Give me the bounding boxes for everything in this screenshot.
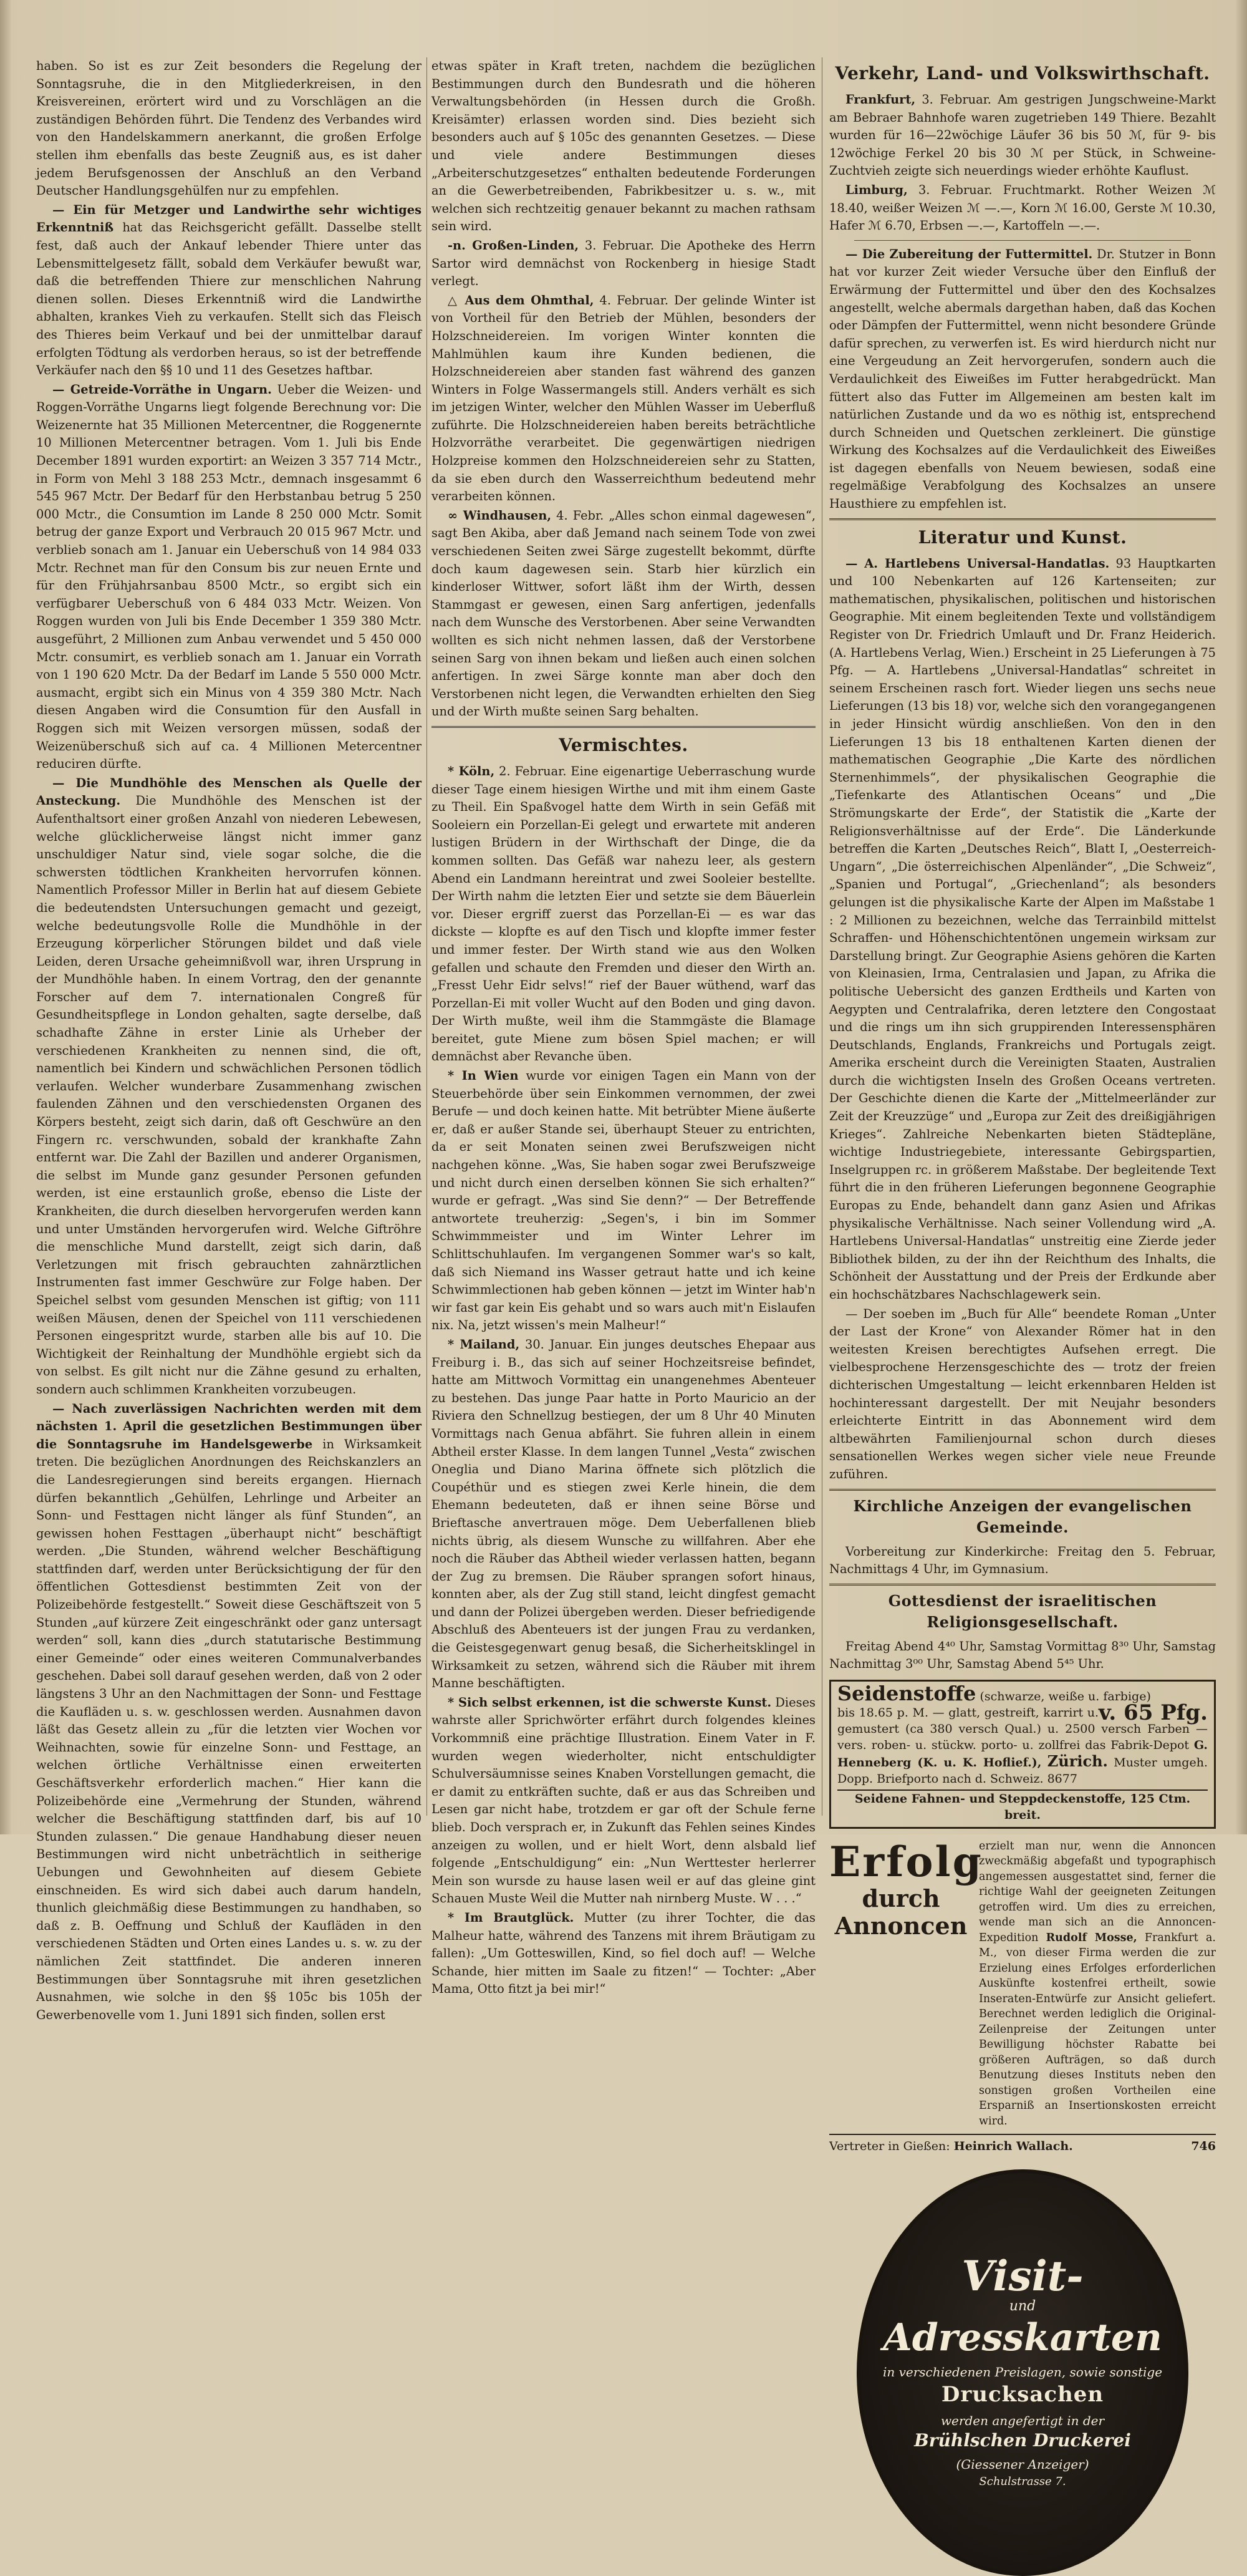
article-heading: * Im Brautglück. (448, 1910, 574, 1925)
article-text: Die Mundhöhle des Menschen ist der Aufenthaltsort einer großen Anzahl von niederen Lebewesen, welche glücklicherweise längst nicht immer ganz unschuldiger Natur sind, viele sogar solche, die die schwersten tödtlichen Krankheiten hervorrufen können. Namentlich Professor Miller in Berlin hat auf diesem Gebiete die bedeutendsten Untersuchungen gemacht und gezeigt, welche bedeutungsvolle Rolle die Mundhöhle in der Erzeugung körperlicher Störungen bildet und daß viele Leiden, deren Ursache geheimnißvoll war, ihren Ursprung in der Mundhöhle haben. In einem Vortrag, den der genannte Forscher auf dem 7. internationalen Congreß für Gesundheitspflege in London gehalten, sagte derselbe, daß schadhafte Zähne in erster Linie als Urheber der verschiedenen Krankheiten zu nennen sind, die oft, namentlich bei Kindern und schwächlichen Personen tödlich verlaufen. Welcher wunderbare Zusammenhang zwischen faulenden Zähnen und den verschiedensten Organen des Körpers besteht, zeigt sich darin, daß oft Geschwüre an den Fingern rc. verschwunden, sobald der krankhafte Zahn entfernt war. Die Zahl der Bazillen und anderer Organismen, die selbst im Munde ganz gesunder Personen gefunden werden, ist eine erstaunlich große, ebenso die Liste der Krankheiten, die durch dieselben hervorgerufen werden kann und unter Umständen hervorgerufen wird. Welche Giftröhre die menschliche Mund darstellt, zeigt sich darin, daß Verletzungen mit frisch gebrauchten zahnärztlichen Instrumenten fast immer Geschwüre zur Folge haben. Der Speichel selbst vom gesunden Menschen ist giftig; von 111 weißen Mäusen, denen der Speichel von 111 verschiedenen Personen eingespritzt wurde, starben alle bis auf 10. Die Wichtigkeit der Reinhaltung der Mundhöhle ergiebt sich da von selbst. Es gilt nicht nur die Zähne gesund zu erhalten, sondern auch schlimmen Krankheiten vorzubeugen. (36, 793, 421, 1397)
article-heading: — Ein für Metzger und Landwirthe sehr wichtiges Erkenntniß (36, 202, 421, 235)
advert-oval-subtitle: in verschiedenen Preislagen, sowie sonstige (882, 2365, 1163, 2380)
advert-oval-paper: (Giessener Anzeiger) (956, 2457, 1089, 2472)
article-text: 4. Februar. Der gelinde Winter ist von Vortheil für den Betrieb der Mühlen, besonders der Holzschneidereien. Im vorigen Winter konnten die Mahlmühlen kaum ihre Kunden bedienen, die Holzschneidereien aber standen fast während des ganzen Winters in Folge Wassermangels still. Anders verhält es sich im jetzigen Winter, welcher den Mühlen Wasser im Ueberfluß zuführte. Die Holzschneidereien haben bereits beträchtliche Holzvorräthe verarbeitet. Die gegenwärtigen niedrigen Holzpreise kommen den Holzschneidereien sehr zu Statten, da sie eben durch den Wasserreichthum bedeutend mehr verarbeiten können. (431, 293, 816, 504)
article-text: Ueber die Weizen- und Roggen-Vorräthe Ungarns liegt folgende Berechnung vor: Die Weizenernte hat 35 Millionen Metercentner, die Roggenernte 10 Millionen Metercentner betragen. Vom 1. Juli bis Ende December 1891 wurden exportirt: an Weizen 3 357 714 Mctr., in Form von Mehl 3 188 253 Mctr., demnach insgesammt 6 545 967 Mctr. Der Bedarf für den Herbstanbau betrug 5 250 000 Mctr., die Consumtion im Lande 8 250 000 Mctr. Somit betrug der ganze Export und Verbrauch 20 015 967 Mctr. und verblieb sonach am 1. Januar ein Ueberschuß von 14 984 033 Mctr. Rechnet man für den Consum bis zur neuen Ernte und für den Frühjahrsanbau 8500 Mctr., so ergibt sich ein verfügbarer Ueberschuß von 6 484 033 Mctr. Weizen. Von Roggen wurden von Juli bis Ende December 1 359 380 Mctr. ausgeführt, 2 Millionen zum Anbau verwendet und 5 450 000 Mctr. consumirt, es verblieb sonach am 1. Januar ein Vorrath von 1 190 620 Mctr. Da der Bedarf im Lande 5 550 000 Mctr. ausmacht, ergibt sich ein Minus von 4 359 380 Mctr. Nach diesen Angaben wird die Consumtion für den Ausfall in Roggen sich mit Weizen versorgen müssen, sodaß der Weizenüberschuß sich auf ca. 4 Millionen Metercentner reduciren dürfte. (36, 382, 421, 772)
advert-erfolg-word: durch Annoncen (834, 1884, 968, 1940)
advert-text: Muster umgeh. Dopp. Briefporto nach d. Schweiz. 8677 (837, 1755, 1208, 1786)
article-paragraph (36, 1400, 421, 2025)
advert-agent-label: Vertreter in Gießen: (829, 2139, 950, 2154)
advert-oval-visit: Visit- (961, 2252, 1084, 2301)
advert-oval-drucksachen: Drucksachen (941, 2382, 1104, 2407)
article-paragraph (36, 381, 421, 773)
article-paragraph (431, 1694, 816, 1908)
advert-text: bis 18.65 p. M. — glatt, gestreift, karrirt u. gemustert (ca 380 versch Qual.) u. 2500 versch Farben — vers. roben- u. stückw. porto- u. zollfrei das Fabrik-Depot (837, 1705, 1208, 1752)
article-paragraph: Vorbereitung zur Kinderkirche: Freitag den 5. Februar, Nachmittags 4 Uhr, im Gymnasium. (829, 1544, 1216, 1577)
article-text: hat das Reichsgericht gefällt. Dasselbe stellt fest, daß auch der Ankauf lebender Thiere unter das Lebensmittelgesetz fällt, sobald dem Verkäufer bewußt war, daß die betreffenden Thiere zur menschlichen Nahrung dienen sollen. Dieses Erkenntniß wird die Landwirthe abhalten, krankes Vieh zu verkaufen. Stellt sich das Fleisch des Thieres beim Verkauf und bei der unmittelbar darauf erfolgten Tödtung als verdorben heraus, so ist der betreffende Verkäufer nach den §§ 10 und 11 des Gesetzes haftbar. (36, 220, 421, 378)
page-number: 746 (1191, 2139, 1216, 2154)
article-text: Mutter (zu ihrer Tochter, die das Malheur hatte, während des Tanzens mit ihrem Bräutigam zu fallen): „Um Gotteswillen, Kind, so fiel doch auf! — Welche Schande, hier mitten im Saale zu fitzen!“ — Tochter: „Aber Mama, Otto fitzt ja bei mir!“ (431, 1910, 816, 1997)
article-text: 93 Hauptkarten und 100 Nebenkarten auf 126 Kartenseiten; zur mathematischen, physikalischen, politischen und historischen Geographie. Mit einem begleitenden Texte und vollständigem Register von Dr. Friedrich Umlauft und Dr. Franz Heiderich. (A. Hartlebens Verlag, Wien.) Erscheint in 25 Lieferungen à 75 Pfg. — A. Hartlebens „Universal-Handatlas“ schreitet in seinem Erscheinen rasch fort. Wieder liegen uns sechs neue Lieferungen (13 bis 18) vor, welche sich den vorangegangenen in jeder Hinsicht würdig anschließen. Von den in den Lieferungen 13 bis 18 enthaltenen Karten dienen der mathematischen Geographie „Die Karte des nördlichen Sternenhimmels“, der physikalischen Geographie die „Tiefenkarte des Atlantischen Oceans“ und „Die Strömungskarte der Erde“, der Statistik die „Karte der Religionsverhältnisse auf der Erde“. Die Länderkunde betreffen die Karten „Deutsches Reich“, Blatt I, „Oesterreich-Ungarn“, „Die österreichischen Alpenländer“, „Die Schweiz“, „Spanien und Portugal“, „Griechenland“; als besonders gelungen ist die physikalische Karte der Alpen im Maßstabe 1 : 2 Millionen zu bezeichnen, welche das Terrainbild mittelst Schraffen- und Höhenschichtentönen ungemein wirksam zur Darstellung bringt. Zur Geographie Asiens gehören die Karten von Kleinasien, Irma, Centralasien und Japan, zu Afrika die politische Uebersicht des ganzen Erdtheils und Karten von Aegypten und Centralafrika, deren letztere den Congostaat und die rings um ihn sich gruppirenden Interessensphären Deutschlands, Englands, Frankreichs und Portugals zeigt. Amerika erscheint durch die Vereinigten Staaten, Australien durch die wichtigsten Inseln des Großen Oceans vertreten. Der Geschichte dienen die Karte der „Mittelmeerländer zur Zeit der Kreuzzüge“ und „Europa zur Zeit des dreißigjährigen Krieges“. Zahlreiche Nebenkarten bieten Städtepläne, wichtige Industriegebiete, interessante Gebirgspartien, Inselgruppen rc. in größerem Maßstabe. Der begleitende Text führt die in den früheren Lieferungen begonnene Geographie Europas zu Ende, behandelt dann ganz Asien und Afrikas physikalische Verhältnisse. Nach seiner Vollendung wird „A. Hartlebens Universal-Handatlas“ unstreitig eine Zierde jeder Bibliothek bilden, zu der ihn der Reichthum des Inhalts, die Schönheit der Ausstattung und der Preis der Erdkunde aber ein hochschätzbares Nachschlagewerk sein. (829, 556, 1216, 1302)
article-paragraph (36, 201, 421, 380)
column-rule-1 (426, 57, 427, 1816)
column-3 (829, 57, 1216, 2488)
article-paragraph: Freitag Abend 4⁴⁰ Uhr, Samstag Vormittag 8³⁰ Uhr, Samstag Nachmittag 3⁰⁰ Uhr, Samstag Abend 5⁴⁵ Uhr. (829, 1639, 1216, 1672)
advert-erfolg (829, 1839, 1216, 2129)
article-heading: * In Wien (448, 1068, 519, 1083)
article-heading: — Getreide-Vorräthe in Ungarn. (52, 382, 272, 397)
article-paragraph (829, 555, 1216, 1304)
article-paragraph (431, 1336, 816, 1693)
advert-city: Zürich. (1047, 1751, 1108, 1770)
article-heading: * Sich selbst erkennen, ist die schwerste Kunst. (448, 1695, 772, 1710)
advert-visitenkarten (829, 2169, 1216, 2576)
column-2 (431, 57, 816, 1997)
article-text: 2. Februar. Eine eigenartige Ueberraschung wurde dieser Tage einem hiesigen Wirthe und mit ihm einem Gaste zu Theil. Ein Spaßvogel hatte dem Wirth in sein Gefäß mit Sooleiern ein Porzellan-Ei gelegt und erwartete mit anderen lustigen Brüdern in der Wirthschaft der Dinge, die da kommen sollten. Das Gefäß war nahezu leer, als gestern Abend ein Landmann hereintrat und zwei Sooleier bestellte. Der Wirth nahm die letzten Eier und setzte sie dem Bäuerlein vor. Dieser ergriff zuerst das Porzellan-Ei — es war das dickste — klopfte es auf den Tisch und klopfte immer fester und immer fester. Der Wirth stand wie aus den Wolken gefallen und schaute den Fremden und dieser den Wirth an. „Fresst Uehr Eidr selvs!“ rief der Bauer wüthend, warf das Porzellan-Ei mit voller Wucht auf den Boden und ging davon. Der Wirth mußte, weil ihm die Stammgäste die Blamage bereitet, gute Miene zum bösen Spiel machen; er will demnächst aber Revanche üben. (431, 763, 816, 1064)
article-heading: ∞ Windhausen, (448, 508, 552, 523)
article-text: in Wirksamkeit treten. Die bezüglichen Anordnungen des Reichskanzlers an die Landesregierungen sind bereits ergangen. Hiernach dürfen bekanntlich „Gehülfen, Lehrlinge und Arbeiter an Sonn- und Festtagen nicht länger als fünf Stunden“, an gewissen hohen Festtagen „überhaupt nicht“ beschäftigt werden. „Die Stunden, während welcher Beschäftigung stattfinden darf, werden unter Berücksichtigung der für den öffentlichen Gottesdienst bestimmten Zeit von der Polizeibehörde festgestellt.“ Soweit diese Geschäftszeit von 5 Stunden „auf kürzere Zeit eingeschränkt oder ganz untersagt werden“ soll, kann dies „durch statutarische Bestimmung einer Gemeinde“ oder eines weiteren Communalverbandes geschehen. Dabei soll darauf gesehen werden, daß von 2 oder längstens 3 Uhr an den Nachmittagen der Sonn- und Festtage die Kaufläden u. s. w. geschlossen werden. Ausnahmen davon läßt das Gesetz allein zu „für die letzten vier Wochen vor Weihnachten, sowie für einzelne Sonn- und Festtage, an welchen örtliche Verhältnisse einen erweiterten Geschäftsverkehr erforderlich machen.“ Hier kann die Polizeibehörde eine „Vermehrung der Stunden, während welcher die Beschäftigung stattfinden darf, bis auf 10 Stunden zulassen.“ Die genaue Handhabung dieser neuen Bestimmungen wird nicht unbeträchtlich in seitherige Uebungen und Gewohnheiten auf diesem Gebiete einschneiden. Es wird sich dabei auch darum handeln, thunlich gleichmäßig diese Bestimmungen zu handhaben, so daß z. B. Oeffnung und Schluß der Kaufläden in den verschiedenen Städten und Orten eines Landes u. s. w. zu der nämlichen Zeit stattfindet. Die anderen inneren Bestimmungen über Sonntagsruhe mit ihren gesetzlichen Ausnahmen, wie solche in den §§ 105c bis 105h der Gewerbenovelle vom 1. Juni 1891 sich finden, sollen erst (36, 1436, 421, 2022)
section-rule (829, 1584, 1216, 1586)
article-paragraph (431, 1909, 816, 1998)
article-heading: — A. Hartlebens Universal-Handatlas. (845, 556, 1110, 571)
section-title-literatur: Literatur und Kunst. (918, 526, 1127, 548)
article-heading: — Die Zubereitung der Futtermittel. (845, 246, 1093, 261)
advert-title-note: (schwarze, weiße u. farbige) (980, 1689, 1151, 1703)
divider (854, 240, 1191, 241)
article-paragraph: etwas später in Kraft treten, nachdem die bezüglichen Bestimmungen durch den Bundesrath und die höheren Verwaltungsbehörden (in Hessen durch die Großh. Kreisämter) erlassen worden sind. Dies bezieht sich besonders auch auf § 105c des genannten Gesetzes. — Diese und viele andere Bestimmungen dieses „Arbeiterschutzgesetzes“ enthalten bedeutende Forderungen an die Gewerbetreibenden, Fabrikbesitzer u. s. w., mit welchen sich rechtzeitig genauer bekannt zu machen rathsam sein wird. (431, 59, 816, 234)
advert-text: Frankfurt a. M., von dieser Firma werden die zur Erzielung eines Erfolges erforderlichen Auskünfte kostenfrei ertheilt, sowie Inseraten-Entwürfe zur Ansicht geliefert. Berechnet werden lediglich die Original-Zeilenpreise der Zeitungen unter Bewilligung höchster Rabatte bei größeren Aufträgen, so daß durch Benutzung dieses Instituts neben den sonstigen großen Vortheilen eine Ersparniß an Insertionskosten erreicht wird. (979, 1931, 1216, 2128)
article-text: Dr. Stutzer in Bonn hat vor kurzer Zeit wieder Versuche über den Einfluß der Erwärmung der Futtermittel und über den des Kochsalzes angestellt, welche abermals dargethan haben, daß das Kochen oder Dämpfen der Futtermittel, wenn nicht besondere Gründe dafür sprechen, zu verwerfen ist. Es wird hierdurch nicht nur eine Vergeudung an Zeit hervorgerufen, sondern auch die Verdaulichkeit des Eiweißes im Futter herabgedrückt. Man füttert also das Futter im Allgemeinen am besten kalt im natürlichen Zustande und da wo es nöthig ist, entsprechend durch Schneiden und Quetschen zerkleinert. Die günstige Wirkung des Kochsalzes auf die Verdaulichkeit des Eiweißes ist dagegen ebenfalls von Neuem bewiesen, sodaß eine regelmäßige Verabfolgung des Kochsalzes an unsere Hausthiere zu empfehlen ist. (829, 246, 1216, 511)
article-paragraph (829, 91, 1216, 180)
article-text: 3. Februar. Fruchtmarkt. Rother Weizen ℳ 18.40, weißer Weizen ℳ —.—, Korn ℳ 16.00, Gerste ℳ 10.30, Hafer ℳ 6.70, Erbsen —.—, Kartoffeln —.—. (829, 182, 1216, 233)
article-text: 3. Februar. Die Apotheke des Herrn Sartor wird demnächst von Rockenberg in hiesige Stadt verlegt. (431, 238, 816, 289)
section-title-kirchliche: Kirchliche Anzeigen der evangelischen Gemeinde. (853, 1496, 1192, 1536)
article-text: 3. Februar. Am gestrigen Jungschweine-Markt am Bebraer Bahnhofe waren zugetrieben 149 Thiere. Bezahlt wurden für 16—22wöchige Läufer 36 bis 50 ℳ, für 9- bis 12wöchige Ferkel 20 bis 30 ℳ per Stück, in Schweine-Zuchtvieh zeigte sich neuerdings wieder erhöhte Kauflust. (829, 92, 1216, 178)
page-edge-right (1236, 0, 1247, 1834)
article-paragraph (431, 507, 816, 721)
article-heading: -n. Großen-Linden, (448, 238, 579, 253)
article-heading: △ Aus dem Ohmthal, (448, 293, 594, 307)
advert-agent-name: Heinrich Wallach. (953, 2139, 1073, 2154)
article-paragraph (431, 1067, 816, 1335)
article-paragraph (829, 182, 1216, 235)
advert-title: Seidenstoffe (837, 1681, 976, 1705)
article-paragraph (431, 292, 816, 506)
article-paragraph (829, 246, 1216, 513)
advert-erfolg-text (979, 1839, 1216, 2129)
article-heading: — Nach zuverlässigen Nachrichten werden mit dem nächsten 1. April die gesetzlichen Bestimmungen über die Sonntagsruhe im Handelsgewerbe (36, 1401, 421, 1451)
advert-oval (857, 2169, 1188, 2576)
section-rule (431, 726, 816, 728)
advert-agent (829, 2138, 1073, 2156)
article-text: Dieses wahrste aller Sprichwörter erfährt durch folgendes kleines Vorkommniß eine prächtige Illustration. Einem Vater in F. wurden wegen wiederholter, nicht entschuldigter Schulversäumnisse seines Knaben Vorstellungen gemacht, die er damit zu entkräften suchte, daß er aus das Schreiben und Lesen gar nicht habe, trotzdem er gar oft der Schule ferne blieb. Doch versprach er, in Zukunft das Fehlen seines Kindes anzeigen zu wollen, und er hielt Wort, denn alsbald lief folgende „Entschuldigung“ ein: „Nun Werttester herlerrer Mein son wursde zu hause lasen weil er auf das gleine gint Schauen Muste Weil die Mutter nah nirnberg Muste. W . . .“ (431, 1695, 816, 1906)
article-heading: — Die Mundhöhle des Menschen als Quelle der Ansteckung. (36, 775, 421, 808)
advert-price: v. 65 Pfg. (1099, 1700, 1208, 1725)
advert-oval-street: Schulstrasse 7. (979, 2475, 1066, 2488)
article-paragraph (36, 775, 421, 1399)
advert-footer: Seidene Fahnen- und Steppdeckenstoffe, 125 Ctm. breit. (837, 1789, 1208, 1823)
article-paragraph: haben. So ist es zur Zeit besonders die Regelung der Sonntagsruhe, die in den Mitgliederkreisen, in den Kreisvereinen, erörtert wird und zu Vorschlägen an die zuständigen Behörden führt. Die Tendenz des Verbandes wird von den Handelskammern anerkannt, die großen Erfolge stellen ihm ebenfalls das beste Zeugniß aus, es ist daher jedem Berufsgenossen der Anschluß an den Verband Deutscher Handlungsgehülfen nur zu empfehlen. (36, 59, 421, 198)
section-title-vermischtes: Vermischtes. (559, 734, 688, 755)
advert-agent-line (829, 2134, 1216, 2156)
advert-erfolg-word: Erfolg (829, 1837, 983, 1886)
section-title-gottesdienst: Gottesdienst der israelitischen Religionsgesellschaft. (888, 1591, 1157, 1631)
article-paragraph (431, 763, 816, 1066)
article-text: wurde vor einigen Tagen ein Mann von der Steuerbehörde über sein Einkommen vernommen, der zwei Berufe — und doch keinen hatte. Mit betrübter Miene äußerte er, daß er außer Stande sei, überhaupt Steuer zu entrichten, da er seit Monaten seinen zwei Berufszweigen nicht nachgehen könne. „Was, Sie haben sogar zwei Berufszweige und nicht durch einen derselben können Sie sich erhalten?“ wurde er gefragt. „Was sind Sie denn?“ — Der Betreffende antwortete treuherzig: „Segen's, i bin im Sommer Schwimmmeister und im Winter Lehrer im Schlittschuhlaufen. Im vergangenen Sommer war's so kalt, daß sich Niemand ins Wasser getraut hatte und ich keine Schwimmlectionen hab geben können — jetzt im Winter hab'n wir fast gar kein Eis gehabt und so wars auch mit'n Eislaufen nix. Na, jetzt wissen's mein Malheur!“ (431, 1068, 816, 1333)
advert-seidenstoffe (829, 1680, 1216, 1829)
advert-erfolg-headline (829, 1837, 983, 1940)
article-heading: * Köln, (448, 763, 495, 778)
article-paragraph: — Der soeben im „Buch für Alle“ beendete Roman „Unter der Last der Krone“ von Alexander Römer hat in den weitesten Kreisen berechtigtes Aufsehen erregt. Die vielbesprochene Herzensgeschichte des — trotz der freien dichterischen Umgestaltung — leicht erkennbaren Helden ist hochinteressant dargestellt. Der mit Neujahr besonders erleichterte Eintritt in das Abonnement wird dem altbewährten Familienjournal schon durch dieses sensationellen Werkes wegen sicher viele neue Freunde zuführen. (829, 1306, 1216, 1481)
article-paragraph (431, 237, 816, 291)
advert-oval-text: werden angefertigt in der (940, 2413, 1105, 2428)
article-text: 30. Januar. Ein junges deutsches Ehepaar aus Freiburg i. B., das sich auf seiner Hochzeitsreise befindet, hatte am Mittwoch Vormittag ein unangenehmes Abenteuer zu bestehen. Das junge Paar hatte in Porto Mauricio an der Riviera den Schnellzug bestiegen, der um 8 Uhr 40 Minuten Vormittags nach Genua abfährt. Sie fuhren allein in einem Abtheil erster Klasse. In dem langen Tunnel „Vesta“ zwischen Oneglia und Diano Marina öffnete sich plötzlich die Coupéthür und es stiegen zwei Kerle hinein, die dem Ehemann bedeuteten, daß er ihnen seine Börse und Brieftasche anvertrauen möge. Dem Ueberfallenen blieb nichts übrig, als diesem Wunsche zu willfahren. Aber ehe noch die Räuber das Abtheil wieder verlassen hatten, begann der Zug zu bremsen. Die Räuber sprangen sofort hinaus, konnten aber, als der Zug still stand, leicht dingfest gemacht und dann der Polizei übergeben werden. Dieser befriedigende Abschluß des Abenteuers ist der jungen Frau zu verdanken, die Geistesgegenwart genug besaß, die Sicherheitsklingel in Wirksamkeit zu setzen, während sich die Räuber mit ihrem Manne beschäftigten. (431, 1337, 816, 1691)
advert-oval-adresskarten: Adresskarten (883, 2316, 1162, 2360)
page-edge-left (0, 0, 11, 1834)
advert-oval-und: und (1009, 2298, 1036, 2315)
advert-text: erzielt man nur, wenn die Annoncen zweckmäßig abgefaßt und typographisch angemessen ausgestattet sind, ferner die richtige Wahl der geeigneten Zeitungen getroffen wird. Um dies zu erreichen, wende man sich an die Annoncen-Expedition (979, 1839, 1216, 1944)
article-text: 4. Febr. „Alles schon einmal dagewesen“, sagt Ben Akiba, aber daß Jemand nach seinem Tode von zwei verschiedenen Seiten zwei Särge zugestellt bekommt, dürfte doch kaum dagewesen sein. Starb hier kürzlich ein kinderloser Wittwer, sofort läßt ihm der Wirth, dessen Stammgast er gewesen, einen Sarg anfertigen, jedenfalls nach dem Wunsche des Verstorbenen. Aber seine Verwandten wollten es sich nicht nehmen lassen, daß der Verstorbene seinen Sarg von ihnen bekam und ließen auch einen solchen anfertigen. In zwei Särge konnte man aber doch den Verstorbenen nicht legen, die Verwandten erhielten den Sieg und der Wirth mußte seinen Sarg behalten. (431, 508, 816, 719)
column-1 (36, 57, 421, 2022)
section-rule (829, 1489, 1216, 1491)
advert-headline (837, 1681, 1208, 1725)
article-heading: * Mailand, (448, 1337, 520, 1352)
advert-firm: G. Henneberg (K. u. K. Hoflief.), (837, 1738, 1208, 1770)
article-heading: Limburg, (845, 182, 908, 197)
advert-oval-firm: Brühlschen Druckerei (914, 2430, 1131, 2451)
advert-firm: Rudolf Mosse, (1046, 1931, 1137, 1944)
article-heading: Frankfurt, (845, 92, 916, 107)
section-title-verkehr: Verkehr, Land- und Volkswirthschaft. (835, 63, 1210, 84)
section-rule (829, 518, 1216, 520)
